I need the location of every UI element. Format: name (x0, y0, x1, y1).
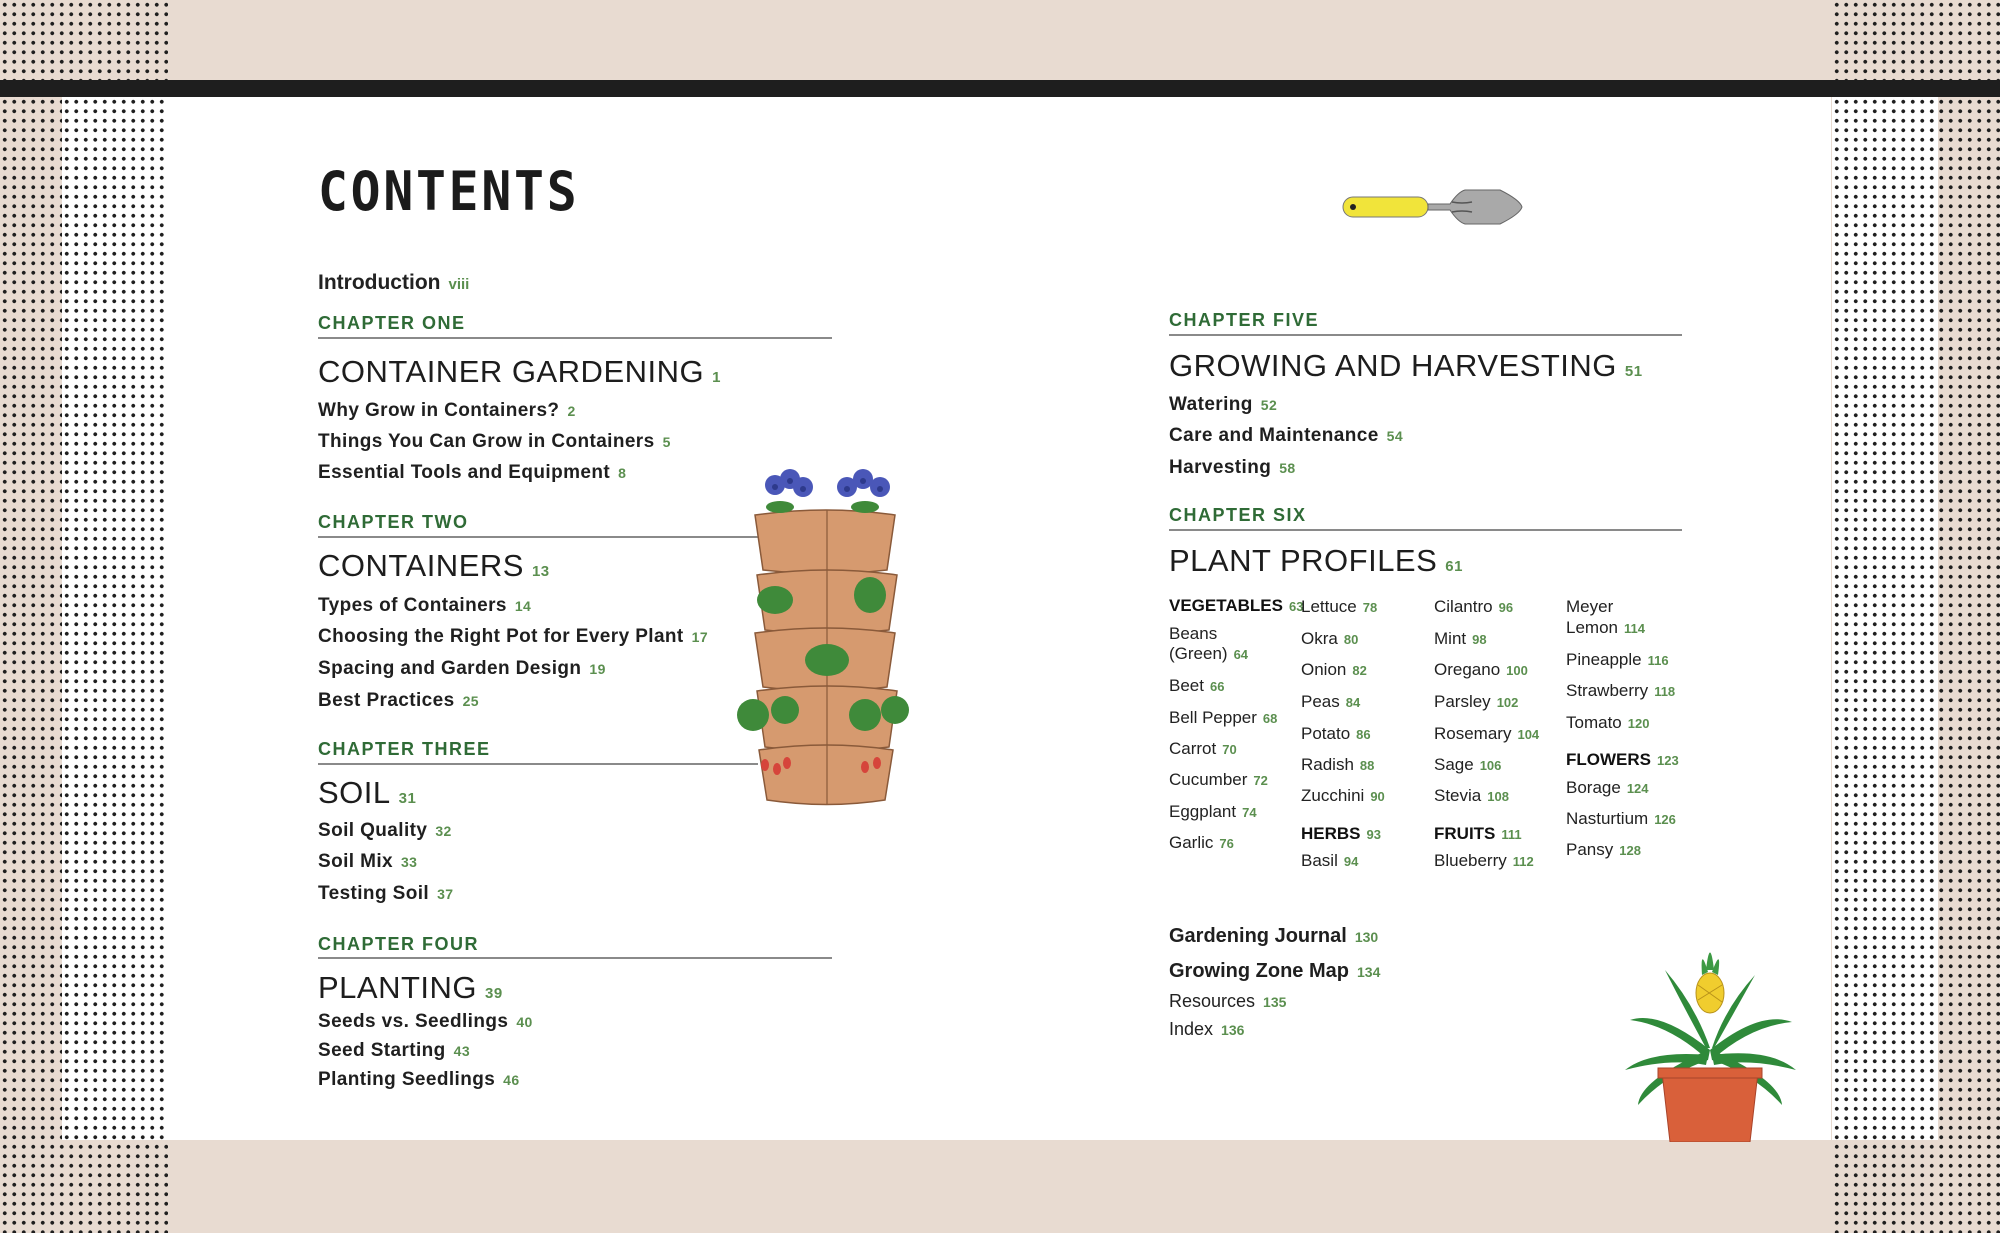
toc-entry-label: Best Practices (318, 690, 455, 711)
toc-entry-page: 52 (1260, 397, 1278, 413)
chapter-six-label: CHAPTER SIX (1169, 505, 1307, 525)
chapter-two-label: CHAPTER TWO (318, 512, 469, 532)
toc-entry-page: 5 (662, 434, 671, 450)
trowel-illustration (1340, 180, 1525, 235)
toc-entry-page: 37 (437, 886, 454, 902)
category-label: FLOWERS (1566, 750, 1651, 769)
top-bar (0, 80, 2000, 97)
profile-label: Radish (1301, 755, 1354, 774)
profile-label: Nasturtium (1566, 809, 1649, 828)
profile-page: 80 (1343, 632, 1359, 647)
section-page: 1 (712, 369, 721, 386)
section-title: PLANTING (318, 970, 478, 1005)
profile-entry (1301, 724, 1371, 745)
toc-entry-label: Seeds vs. Seedlings (318, 1011, 509, 1032)
profile-page: 96 (1498, 600, 1514, 615)
toc-entry-page: 2 (567, 403, 576, 419)
profile-page: 124 (1626, 781, 1649, 796)
toc-entry-page: 8 (618, 465, 627, 481)
toc-entry-label: Care and Maintenance (1169, 425, 1379, 446)
toc-entry-label: Types of Containers (318, 595, 507, 616)
profile-label: Basil (1301, 851, 1338, 870)
profile-entry (1434, 786, 1509, 807)
profile-page: 94 (1343, 854, 1359, 869)
profile-page: 98 (1472, 632, 1487, 647)
dot-pattern-top-left (0, 0, 168, 80)
toc-entry-page: 32 (435, 823, 452, 839)
profile-entry (1169, 739, 1237, 760)
section-title: CONTAINERS (318, 548, 524, 583)
profile-label: Onion (1301, 660, 1347, 679)
profile-label: Lettuce (1301, 597, 1357, 616)
category-page: 111 (1501, 827, 1522, 842)
toc-entry (318, 820, 452, 842)
profile-label: Eggplant (1169, 802, 1237, 821)
toc-entry-page: 14 (514, 598, 532, 614)
profile-page: 88 (1359, 758, 1375, 773)
profile-label: Pansy (1566, 840, 1614, 859)
profile-entry (1566, 618, 1645, 639)
profile-page: 90 (1370, 789, 1385, 804)
section-page: 31 (398, 790, 417, 807)
profile-label: Garlic (1169, 833, 1214, 852)
category-page: 123 (1657, 753, 1679, 768)
profile-page: 108 (1487, 789, 1509, 804)
profile-label: Oregano (1434, 660, 1501, 679)
profile-label: Mint (1434, 629, 1467, 648)
toc-entry-label: Choosing the Right Pot for Every Plant (318, 626, 684, 647)
toc-entry-page: 46 (503, 1072, 520, 1088)
profile-entry (1301, 851, 1358, 872)
toc-entry (318, 851, 417, 873)
profile-label: (Green) (1169, 644, 1228, 663)
toc-entry-label: Seed Starting (318, 1040, 446, 1061)
toc-entry-page: 43 (453, 1043, 471, 1059)
profile-entry (1566, 597, 1613, 617)
toc-entry (318, 690, 479, 712)
profile-page: 112 (1512, 854, 1534, 869)
back-matter-label: Gardening Journal (1169, 925, 1347, 947)
chapter-three-rule (318, 763, 758, 765)
profile-entry (1434, 755, 1501, 776)
profile-label: Cilantro (1434, 597, 1493, 616)
profile-page: 64 (1233, 647, 1249, 662)
section-title: CONTAINER GARDENING (318, 354, 705, 389)
flowers-heading (1566, 750, 1679, 770)
section-page: 13 (531, 563, 550, 580)
chapter-four-label: CHAPTER FOUR (318, 934, 479, 954)
toc-entry-label: Things You Can Grow in Containers (318, 431, 655, 452)
profile-entry (1566, 778, 1649, 799)
toc-entry-page: 19 (589, 661, 606, 677)
profile-label: Rosemary (1434, 724, 1512, 743)
back-matter-entry (1169, 1019, 1244, 1040)
toc-entry (318, 883, 453, 905)
profile-label: Strawberry (1566, 681, 1649, 700)
toc-entry-page: 33 (401, 854, 418, 870)
toc-entry (318, 658, 606, 680)
profile-page: 78 (1362, 600, 1378, 615)
back-matter-label: Resources (1169, 991, 1256, 1011)
profile-label: Lemon (1566, 618, 1618, 637)
section-title: SOIL (318, 775, 391, 810)
toc-entry-label: Why Grow in Containers? (318, 400, 560, 421)
profile-entry (1434, 629, 1487, 650)
profile-entry (1301, 597, 1377, 618)
profile-entry (1434, 724, 1539, 745)
toc-entry-label: Planting Seedlings (318, 1069, 496, 1090)
toc-entry (1169, 394, 1277, 416)
profile-page: 68 (1262, 711, 1278, 726)
profile-page: 84 (1345, 695, 1361, 710)
toc-entry (318, 1040, 470, 1062)
introduction-label: Introduction (318, 271, 441, 294)
back-matter-page: 130 (1354, 929, 1379, 945)
toc-entry (318, 1069, 520, 1091)
profile-label: Bell Pepper (1169, 708, 1257, 727)
toc-entry (318, 1011, 533, 1033)
profile-entry (1566, 681, 1675, 702)
profile-page: 82 (1352, 663, 1367, 678)
profile-page: 72 (1253, 773, 1268, 788)
introduction-entry (318, 271, 469, 295)
back-matter-page: 134 (1357, 964, 1381, 980)
profile-entry (1301, 660, 1367, 681)
category-label: VEGETABLES (1169, 596, 1283, 615)
profile-page: 106 (1479, 758, 1502, 773)
category-label: HERBS (1301, 824, 1361, 843)
profile-entry (1169, 833, 1234, 854)
profile-label: Potato (1301, 724, 1351, 743)
toc-entry-page: 17 (691, 629, 709, 645)
category-label: FRUITS (1434, 824, 1496, 843)
profile-label: Stevia (1434, 786, 1482, 805)
profile-label: Tomato (1566, 713, 1622, 732)
toc-entry (318, 626, 708, 648)
profile-entry (1434, 692, 1518, 713)
profile-page: 114 (1623, 621, 1645, 636)
profile-entry (1169, 644, 1248, 665)
profile-entry (1566, 713, 1649, 734)
toc-entry-label: Testing Soil (318, 883, 430, 904)
back-matter-entry (1169, 925, 1378, 948)
chapter-one-label: CHAPTER ONE (318, 313, 466, 333)
chapter-two-rule (318, 536, 758, 538)
profile-entry (1566, 809, 1676, 830)
section-title: PLANT PROFILES (1169, 543, 1438, 578)
profile-label: Peas (1301, 692, 1340, 711)
toc-entry (318, 595, 531, 617)
toc-entry-label: Harvesting (1169, 457, 1272, 478)
profile-entry (1301, 786, 1385, 807)
chapter-three-label: CHAPTER THREE (318, 739, 491, 759)
profile-page: 102 (1496, 695, 1519, 710)
chapter-five-rule (1169, 334, 1682, 336)
profile-label: Okra (1301, 629, 1338, 648)
dot-pattern-inner-left (62, 97, 168, 1140)
chapter-four-title (318, 970, 503, 1006)
toc-entry-label: Soil Quality (318, 820, 428, 841)
chapter-two-title (318, 548, 550, 584)
profile-entry (1169, 802, 1257, 823)
introduction-page: viii (448, 276, 470, 293)
dot-pattern-top-right (1832, 0, 2000, 80)
profile-page: 74 (1242, 805, 1257, 820)
chapter-four-rule (318, 957, 832, 959)
back-matter-entry (1169, 960, 1380, 983)
toc-entry-label: Essential Tools and Equipment (318, 462, 611, 483)
toc-entry-label: Soil Mix (318, 851, 393, 872)
chapter-five-label: CHAPTER FIVE (1169, 310, 1320, 330)
profile-page: 120 (1627, 716, 1650, 731)
profile-label: Pineapple (1566, 650, 1642, 669)
profile-page: 100 (1506, 663, 1528, 678)
toc-entry-label: Watering (1169, 394, 1253, 415)
profile-entry (1169, 708, 1277, 729)
profile-label: Beet (1169, 676, 1204, 695)
profile-entry (1301, 692, 1360, 713)
toc-entry (318, 431, 671, 453)
profile-entry (1434, 597, 1513, 618)
profile-entry (1434, 660, 1528, 681)
toc-entry (1169, 457, 1296, 479)
stacked-planter-illustration (735, 465, 920, 810)
pineapple-plant-illustration (1620, 930, 1800, 1142)
chapter-three-title (318, 775, 416, 811)
profile-page: 116 (1647, 653, 1669, 668)
toc-entry-page: 54 (1386, 428, 1404, 444)
section-page: 51 (1624, 363, 1643, 380)
chapter-six-title (1169, 543, 1463, 579)
back-matter-entry (1169, 991, 1286, 1012)
toc-entry (318, 400, 576, 422)
profile-label: Cucumber (1169, 770, 1248, 789)
section-page: 61 (1445, 558, 1463, 575)
herbs-heading (1301, 824, 1381, 844)
section-title: GROWING AND HARVESTING (1169, 348, 1617, 383)
profile-page: 126 (1654, 812, 1676, 827)
toc-entry (1169, 425, 1403, 447)
toc-entry (318, 462, 626, 484)
profile-entry (1169, 624, 1217, 644)
profile-entry (1434, 851, 1534, 872)
profile-page: 70 (1222, 742, 1237, 757)
section-page: 39 (485, 985, 503, 1002)
dot-pattern-inner-right (1832, 97, 1938, 1140)
profile-page: 104 (1517, 727, 1540, 742)
toc-entry-page: 40 (516, 1014, 533, 1030)
profile-label: Sage (1434, 755, 1474, 774)
profile-label: Borage (1566, 778, 1621, 797)
profile-label: Carrot (1169, 739, 1217, 758)
profile-page: 118 (1654, 684, 1676, 699)
page-title: CONTENTS (318, 160, 580, 223)
vegetables-heading (1169, 596, 1303, 616)
chapter-five-title (1169, 348, 1643, 384)
profile-label: Meyer (1566, 597, 1614, 616)
profile-page: 76 (1219, 836, 1234, 851)
profile-label: Blueberry (1434, 851, 1507, 870)
profile-label: Beans (1169, 624, 1218, 643)
profile-entry (1169, 770, 1268, 791)
toc-entry-page: 58 (1279, 460, 1296, 476)
profile-page: 66 (1209, 679, 1225, 694)
category-page: 63 (1288, 599, 1304, 614)
profile-entry (1169, 676, 1224, 697)
back-matter-label: Index (1169, 1019, 1214, 1039)
profile-entry (1566, 650, 1669, 671)
profile-page: 128 (1619, 843, 1641, 858)
profile-page: 86 (1356, 727, 1371, 742)
profile-entry (1566, 840, 1641, 861)
profile-entry (1301, 629, 1358, 650)
chapter-one-rule (318, 337, 832, 339)
profile-entry (1301, 755, 1374, 776)
toc-entry-label: Spacing and Garden Design (318, 658, 582, 679)
back-matter-label: Growing Zone Map (1169, 960, 1349, 982)
fruits-heading (1434, 824, 1522, 844)
chapter-one-title (318, 354, 721, 390)
profile-label: Zucchini (1301, 786, 1365, 805)
chapter-six-rule (1169, 529, 1682, 531)
back-matter-page: 135 (1263, 994, 1287, 1010)
category-page: 93 (1366, 827, 1381, 842)
profile-label: Parsley (1434, 692, 1491, 711)
toc-entry-page: 25 (462, 693, 479, 709)
back-matter-page: 136 (1221, 1022, 1245, 1038)
